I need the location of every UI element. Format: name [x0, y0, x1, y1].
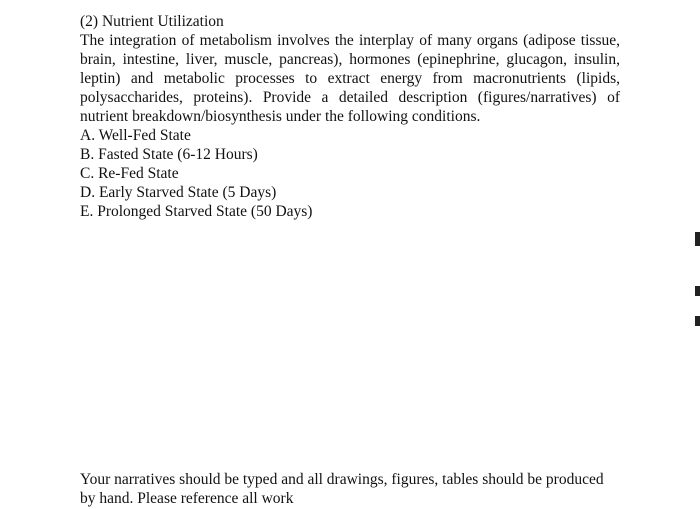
- conditions-list: [80, 126, 620, 221]
- list-item: D. Early Starved State (5 Days): [80, 184, 277, 201]
- footer-note: Your narratives should be typed and all drawings, figures, tables should be produced by hand. Please reference all work: [80, 471, 604, 507]
- instructions-paragraph: The integration of metabolism involves the interplay of many organs (adipose tissue, brain, intestine, liver, muscle, pancreas), hormones (epinephrine, glucagon, insulin, leptin) and metabolic processes to extract energy from macronutrients (lipids, polysaccharides, proteins). Provide a detailed description (figures/narratives) of nutrient breakdown/biosynthesis under the following conditions.: [80, 32, 620, 125]
- document-body: [80, 12, 620, 221]
- scan-edge-mark: [695, 286, 700, 296]
- scan-edge-mark: [695, 316, 700, 326]
- scan-edge-mark: [695, 232, 700, 246]
- list-item: C. Re-Fed State: [80, 165, 179, 182]
- section-heading: (2) Nutrient Utilization: [80, 13, 224, 30]
- list-item: B. Fasted State (6-12 Hours): [80, 146, 258, 163]
- list-item: A. Well-Fed State: [80, 127, 191, 144]
- list-item: E. Prolonged Starved State (50 Days): [80, 203, 313, 220]
